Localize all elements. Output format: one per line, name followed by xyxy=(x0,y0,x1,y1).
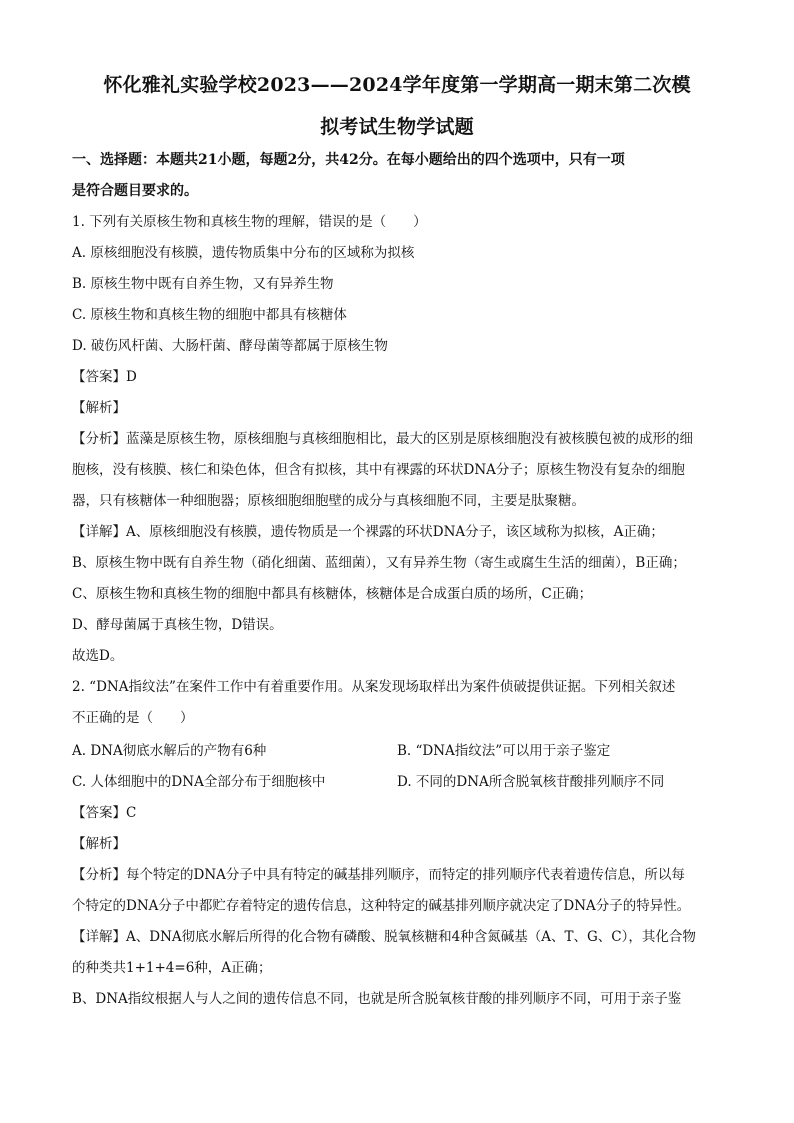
q1-conclusion: 故选D。 xyxy=(72,648,124,664)
q2-analysis-label: 【解析】 xyxy=(72,836,126,852)
q1-analysis-label: 【解析】 xyxy=(72,400,126,416)
q2-analysis-line: 【分析】每个特定的DNA分子中具有特定的碱基排列顺序，而特定的排列顺序代表着遗传信息，所以每 xyxy=(72,867,685,883)
q1-answer: 【答案】D xyxy=(72,369,137,385)
q1-detail-line: B、原核生物中既有自养生物（硝化细菌、蓝细菌），又有异养生物（寄生或腐生生活的细菌），B正确； xyxy=(72,555,686,571)
q2-stem-line-1: 2. “DNA指纹法”在案件工作中有着重要作用。从案发现场取样出为案件侦破提供证据。下列相关叙述 xyxy=(72,679,676,695)
q1-detail-line: D、酵母菌属于真核生物，D错误。 xyxy=(72,617,283,633)
q1-detail-line: C、原核生物和真核生物的细胞中都具有核糖体，核糖体是合成蛋白质的场所，C正确； xyxy=(72,586,593,602)
q2-answer: 【答案】C xyxy=(72,805,137,821)
q1-analysis-line: 器，只有核糖体一种细胞器；原核细胞细胞壁的成分与真核细胞不同，主要是肽聚糖。 xyxy=(72,493,585,509)
section-heading-line-2: 是符合题目要求的。 xyxy=(72,183,198,199)
q2-option-c: C. 人体细胞中的DNA全部分布于细胞核中 xyxy=(72,774,326,790)
q1-detail-line: 【详解】A、原核细胞没有核膜，遗传物质是一个裸露的环状DNA分子，该区域称为拟核，A正确； xyxy=(72,524,664,540)
q1-analysis-line: 胞核，没有核膜、核仁和染色体，但含有拟核，其中有裸露的环状DNA分子；原核生物没有复杂的细胞 xyxy=(72,462,685,478)
q2-analysis-line: 个特定的DNA分子中都贮存着特定的遗传信息，这种特定的碱基排列顺序就决定了DNA分子的特异性。 xyxy=(72,898,691,914)
q2-option-a: A. DNA彻底水解后的产物有6种 xyxy=(72,743,267,759)
document-title-line-1: 怀化雅礼实验学校2023——2024学年度第一学期高一期末第二次模 xyxy=(103,74,691,96)
q2-detail-line: B、DNA指纹根据人与人之间的遗传信息不同，也就是所含脱氧核苷酸的排列顺序不同，可用于亲子鉴 xyxy=(72,991,682,1007)
q1-option-a: A. 原核细胞没有核膜，遗传物质集中分布的区域称为拟核 xyxy=(72,245,415,261)
q1-option-d: D. 破伤风杆菌、大肠杆菌、酵母菌等都属于原核生物 xyxy=(72,338,388,354)
q2-detail-line: 的种类共1+1+4=6种，A正确； xyxy=(72,960,272,976)
document-title-line-2: 拟考试生物学试题 xyxy=(320,116,474,138)
q1-option-b: B. 原核生物中既有自养生物，又有异养生物 xyxy=(72,276,334,292)
q1-stem: 1. 下列有关原核生物和真核生物的理解，错误的是（ ） xyxy=(72,214,427,230)
section-heading-line-1: 一、选择题：本题共21小题，每题2分，共42分。在每小题给出的四个选项中，只有一项 xyxy=(72,152,625,168)
q2-option-b: B. “DNA指纹法”可以用于亲子鉴定 xyxy=(397,743,611,759)
q1-analysis-line: 【分析】蓝藻是原核生物，原核细胞与真核细胞相比，最大的区别是原核细胞没有被核膜包被的成形的细 xyxy=(72,431,693,447)
q2-stem-line-2: 不正确的是（ ） xyxy=(72,710,194,726)
q2-detail-line: 【详解】A、DNA彻底水解后所得的化合物有磷酸、脱氧核糖和4种含氮碱基（A、T、G、C），其化合物 xyxy=(72,929,696,945)
q2-option-d: D. 不同的DNA所含脱氧核苷酸排列顺序不同 xyxy=(397,774,665,790)
q1-option-c: C. 原核生物和真核生物的细胞中都具有核糖体 xyxy=(72,307,347,323)
